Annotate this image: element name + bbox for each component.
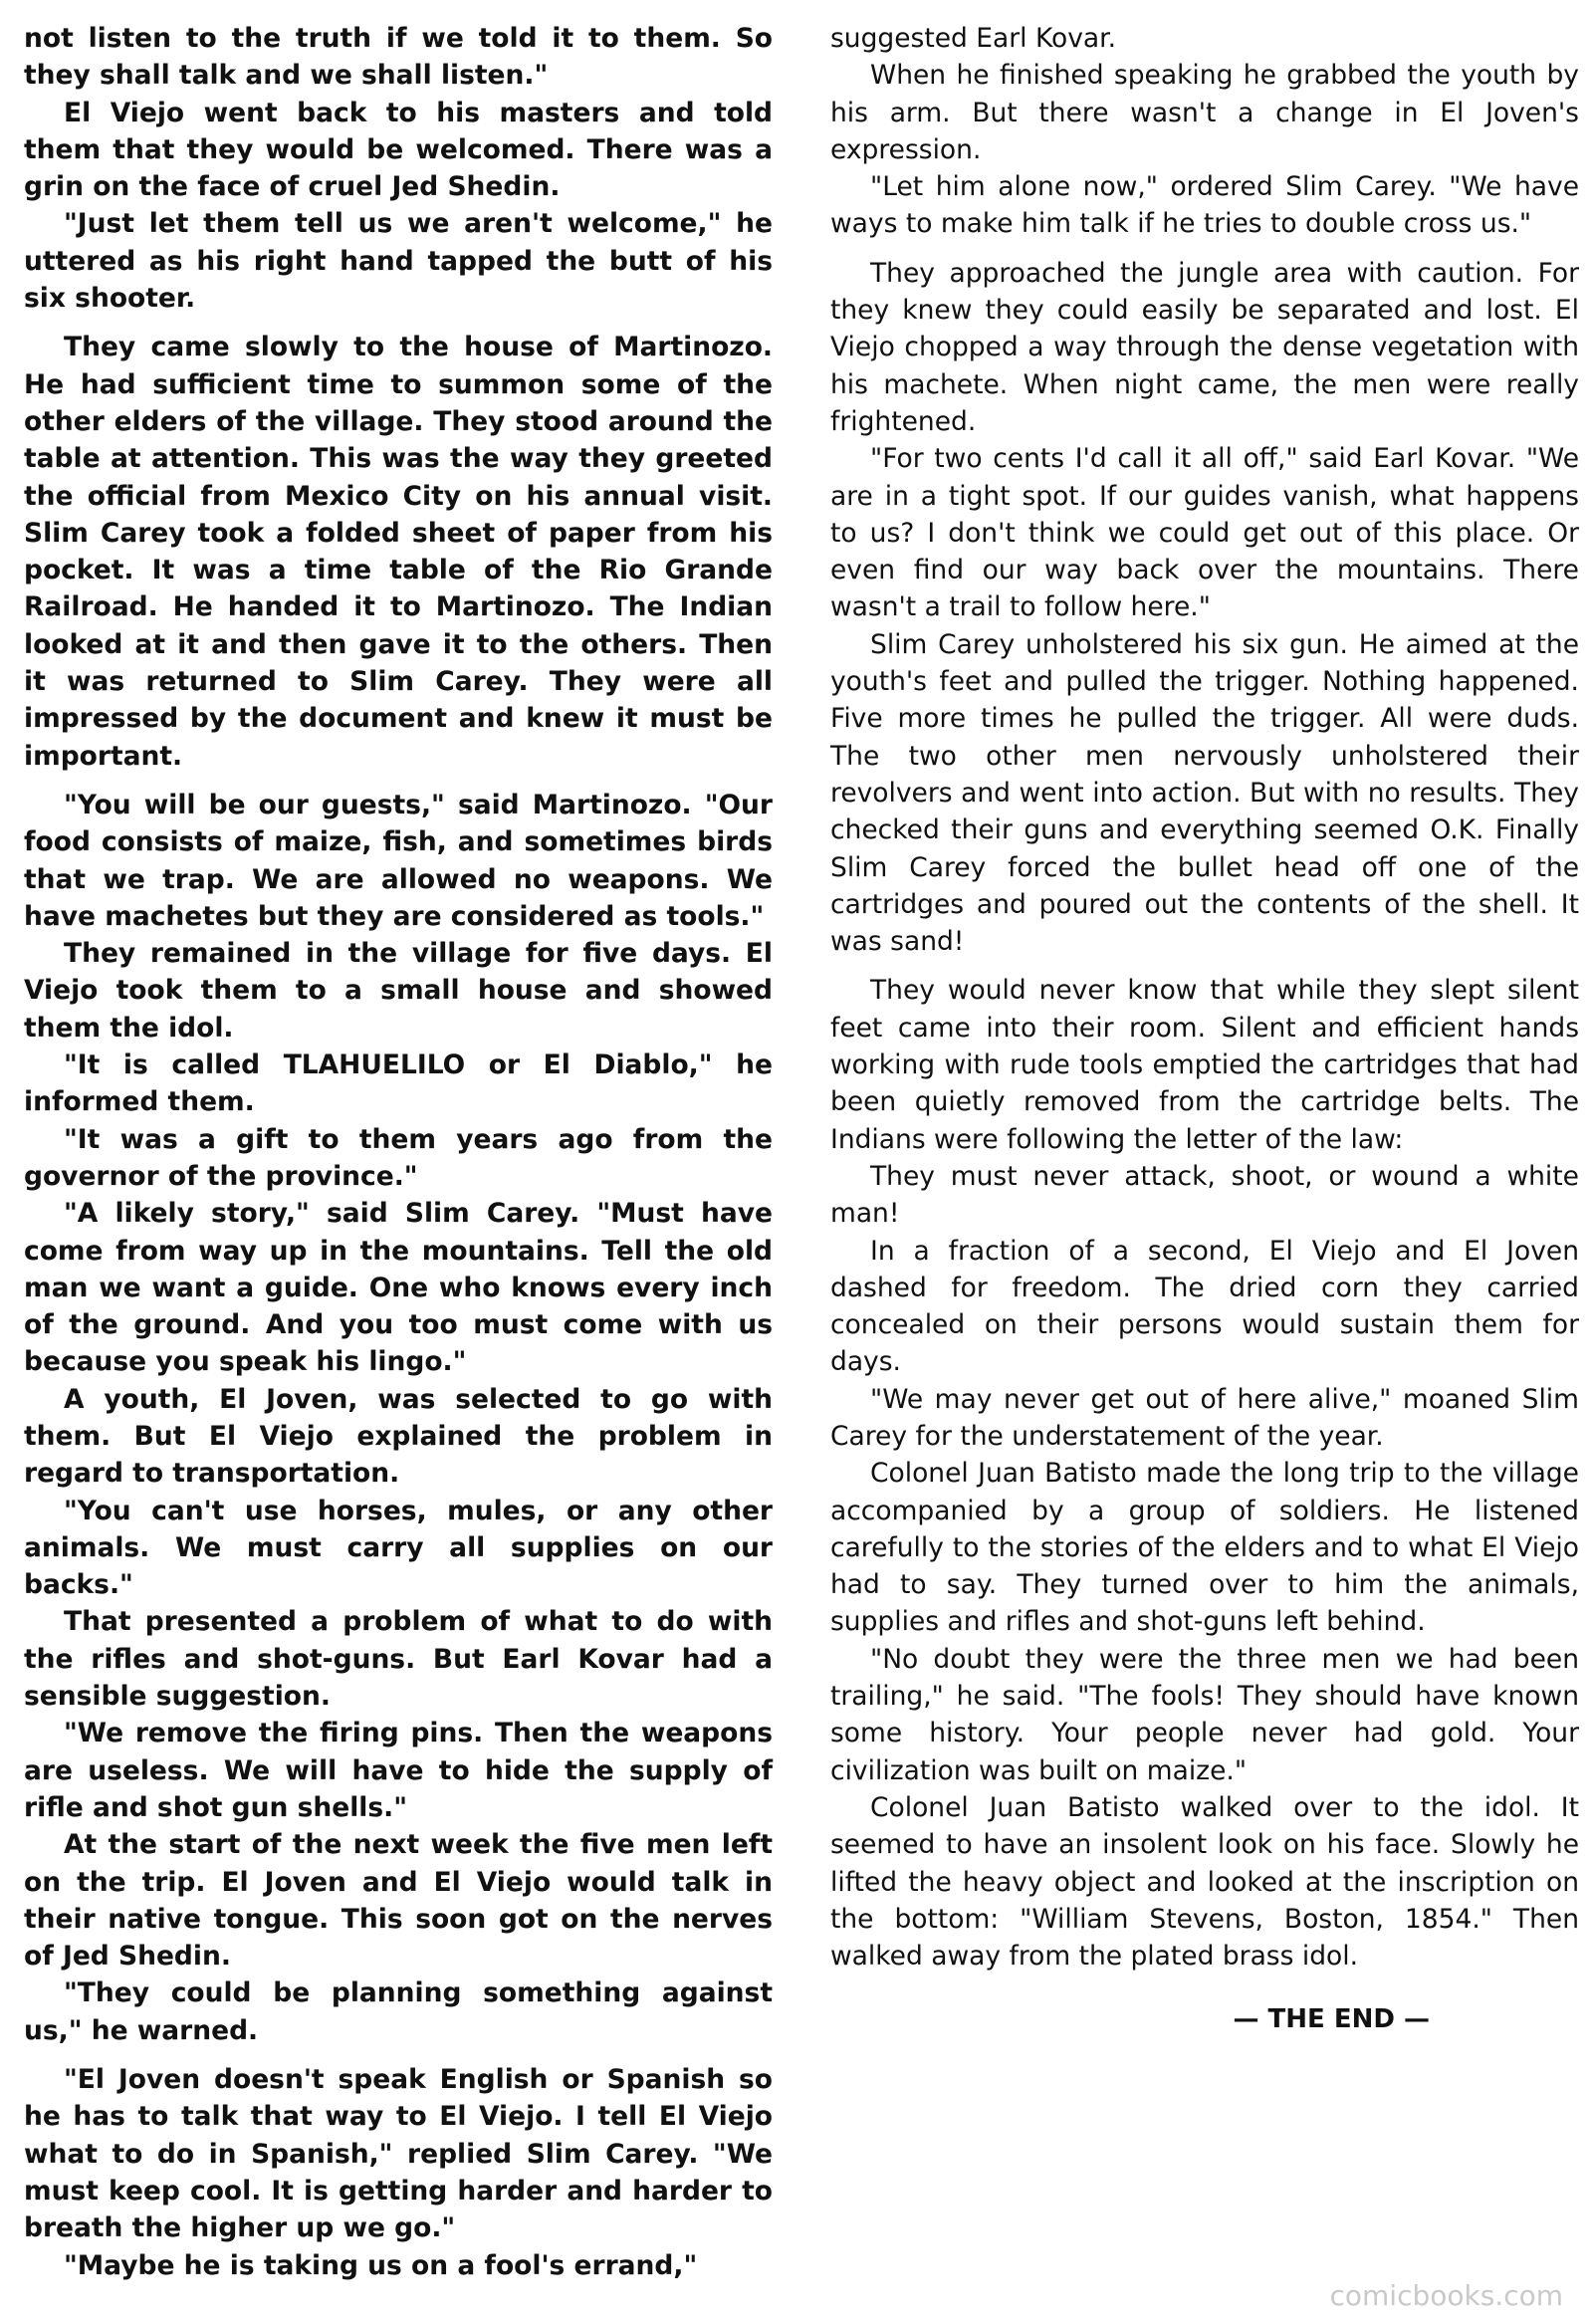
paragraph: "Just let them tell us we aren't welcome," he uttered as his right hand tapped the butt of his six shooter. <box>24 208 773 315</box>
right-column <box>830 20 1579 2324</box>
paragraph: "It is called TLAHUELILO or El Diablo," he informed them. <box>24 1049 773 1118</box>
paragraph: "No doubt they were the three men we had been trailing," he said. "The fools! They should have known some history. Your people never had gold. Your civilization was built on maize." <box>830 1643 1579 1786</box>
paragraph: suggested Earl Kovar. <box>830 23 1117 54</box>
the-end-mark: — THE END — <box>1233 2004 1430 2035</box>
paragraph: "El Joven doesn't speak English or Spanish so he has to talk that way to El Viejo. I tell El Viejo what to do in Spanish," replied Slim Carey. "We must keep cool. It is getting harder and harder to breath the higher up we go." <box>24 2064 773 2244</box>
paragraph: Colonel Juan Batisto made the long trip to the village accompanied by a group of soldiers. He listened carefully to the stories of the elders and to what El Viejo had to say. They turned over to him the animals, supplies and rifles and shot-guns left behind. <box>830 1458 1579 1638</box>
paragraph: They would never know that while they slept silent feet came into their room. Silent and efficient hands working with rude tools emptied the cartridges that had been quietly removed from the cartridge belts. The Indians were following the letter of the law: <box>830 975 1579 1155</box>
paragraph: "A likely story," said Slim Carey. "Must have come from way up in the mountains. Tell the old man we want a guide. One who knows every inch of the ground. And you too must come with us because you speak his lingo." <box>24 1198 773 1378</box>
paragraph: They came slowly to the house of Martinozo. He had sufficient time to summon some of the other elders of the village. They stood around the table at attention. This was the way they greeted the official from Mexico City on his annual visit. Slim Carey took a folded sheet of paper from his pocket. It was a time table of the Rio Grande Railroad. He handed it to Martinozo. The Indian looked at it and then gave it to the others. Then it was returned to Slim Carey. They were all impressed by the document and knew it must be important. <box>24 332 773 772</box>
paragraph: "For two cents I'd call it all off," said Earl Kovar. "We are in a tight spot. If our guides vanish, what happens to us? I don't think we could get out of this place. Or even find our way back over the mountains. There wasn't a trail to follow here." <box>830 443 1579 623</box>
paragraph: "We may never get out of here alive," moaned Slim Carey for the understatement of the year. <box>830 1383 1579 1452</box>
paragraph: They must never attack, shoot, or wound a white man! <box>830 1160 1579 1230</box>
left-column <box>24 20 773 2324</box>
paragraph: "You can't use horses, mules, or any other animals. We must carry all supplies on our backs." <box>24 1495 773 1601</box>
paragraph: When he finished speaking he grabbed the youth by his arm. But there wasn't a change in El Joven's expression. <box>830 60 1579 165</box>
paragraph: "It was a gift to them years ago from the governor of the province." <box>24 1123 773 1192</box>
paragraph: They approached the jungle area with caution. For they knew they could easily be separated and lost. El Viejo chopped a way through the dense vegetation with his machete. When night came, the men were really frightened. <box>830 257 1579 437</box>
paragraph: Colonel Juan Batisto walked over to the idol. It seemed to have an insolent look on his face. Slowly he lifted the heavy object and looked at the inscription on the bottom: "William Stevens, Boston, 1854." Then walked away from the plated brass idol. <box>830 1791 1579 1973</box>
paragraph: They remained in the village for five days. El Viejo took them to a small house and showed them the idol. <box>24 938 773 1044</box>
paragraph: Slim Carey unholstered his six gun. He aimed at the youth's feet and pulled the trigger. Nothing happened. Five more times he pulled the trigger. All were duds. The two other men nervously unholstered their revolvers and went into action. But with no results. They checked their guns and everything seemed O.K. Finally Slim Carey forced the bullet head off one of the cartridges and poured out the contents of the shell. It was sand! <box>830 628 1579 958</box>
paragraph: "They could be planning something against us," he warned. <box>24 1977 773 2046</box>
paragraph: "You will be our guests," said Martinozo. "Our food consists of maize, fish, and sometimes birds that we trap. We are allowed no weapons. We have machetes but they are considered as tools." <box>24 789 773 932</box>
paragraph: In a fraction of a second, El Viejo and El Joven dashed for freedom. The dried corn they carried concealed on their persons would sustain them for days. <box>830 1235 1579 1378</box>
paragraph: "Maybe he is taking us on a fool's errand," <box>64 2249 698 2281</box>
paragraph: That presented a problem of what to do with the rifles and shot-guns. But Earl Kovar had a sensible suggestion. <box>24 1606 773 1713</box>
paragraph: El Viejo went back to his masters and told them that they would be welcomed. There was a grin on the face of cruel Jed Shedin. <box>24 97 773 203</box>
paragraph: "We remove the firing pins. Then the weapons are useless. We will have to hide the supply of rifle and shot gun shells." <box>24 1718 773 1823</box>
paragraph: not listen to the truth if we told it to them. So they shall talk and we shall listen." <box>24 23 773 92</box>
paragraph: At the start of the next week the five men left on the trip. El Joven and El Viejo would talk in their native tongue. This soon got on the nerves of Jed Shedin. <box>24 1829 773 1973</box>
paragraph: "Let him alone now," ordered Slim Carey. "We have ways to make him talk if he tries to double cross us." <box>830 171 1579 240</box>
watermark: comicbooks.com <box>1329 2279 1563 2312</box>
paragraph: A youth, El Joven, was selected to go with them. But El Viejo explained the problem in regard to transportation. <box>24 1383 773 1490</box>
